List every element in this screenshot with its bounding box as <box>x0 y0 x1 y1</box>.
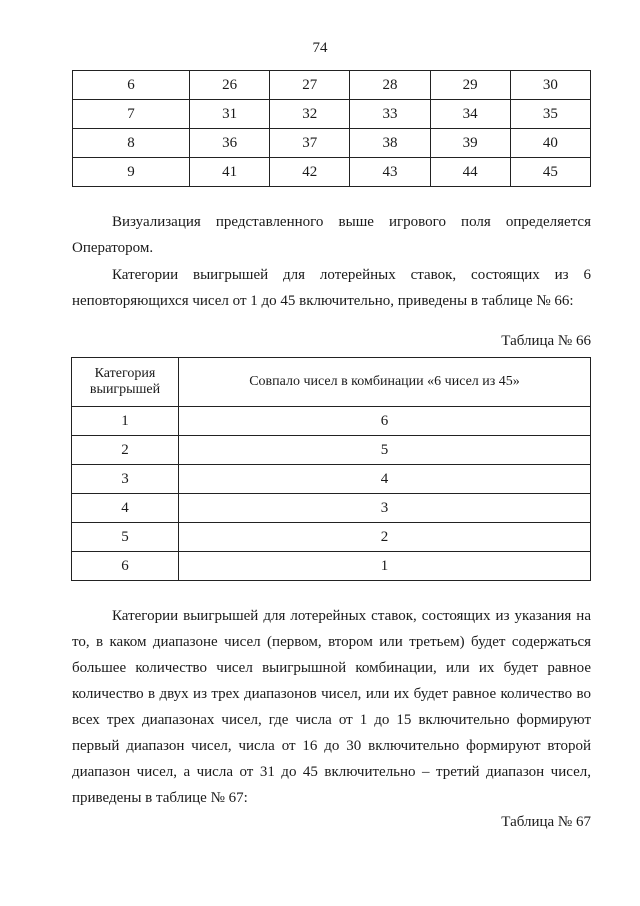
grid-cell: 42 <box>270 158 350 187</box>
matched-count-cell: 3 <box>179 494 591 523</box>
grid-cell: 35 <box>510 100 590 129</box>
grid-cell: 27 <box>270 71 350 100</box>
number-grid-body <box>73 71 591 187</box>
grid-cell: 6 <box>73 71 190 100</box>
grid-cell: 26 <box>190 71 270 100</box>
paragraph-line: количество в двух из трех диапазонов чисел, или их будет равное количество во <box>72 686 591 702</box>
paragraph-line: диапазон чисел, а числа от 31 до 45 включительно – третий диапазон чисел, <box>72 764 591 780</box>
grid-cell: 33 <box>350 100 430 129</box>
grid-row <box>73 158 591 187</box>
table-header-row <box>72 358 591 407</box>
table-66-caption: Таблица № 66 <box>501 333 591 349</box>
paragraph-line: большее количество чисел выигрышной комбинации, или их будет равное <box>72 660 591 676</box>
grid-cell: 31 <box>190 100 270 129</box>
grid-cell: 34 <box>430 100 510 129</box>
paragraph-line: неповторяющихся чисел от 1 до 45 включительно, приведены в таблице № 66: <box>72 293 574 309</box>
winning-categories-body <box>72 407 591 581</box>
grid-row <box>73 71 591 100</box>
grid-cell: 43 <box>350 158 430 187</box>
paragraph-line: всех трех диапазонах чисел, где числа от 1 до 15 включительно формируют <box>72 712 591 728</box>
table-67-caption: Таблица № 67 <box>501 814 591 830</box>
paragraph-categories-intro <box>72 262 591 314</box>
category-cell: 1 <box>72 407 179 436</box>
grid-cell: 29 <box>430 71 510 100</box>
grid-cell: 28 <box>350 71 430 100</box>
table-row <box>72 523 591 552</box>
grid-cell: 32 <box>270 100 350 129</box>
matched-count-cell: 5 <box>179 436 591 465</box>
grid-cell: 7 <box>73 100 190 129</box>
paragraph-line: Категории выигрышей для лотерейных ставок, состоящих из указания на <box>112 608 591 624</box>
table-row <box>72 465 591 494</box>
matched-count-cell: 6 <box>179 407 591 436</box>
table-row <box>72 407 591 436</box>
number-grid-table <box>72 70 591 187</box>
paragraph-visualization <box>72 209 591 261</box>
grid-cell: 8 <box>73 129 190 158</box>
category-cell: 4 <box>72 494 179 523</box>
grid-cell: 45 <box>510 158 590 187</box>
grid-cell: 37 <box>270 129 350 158</box>
table-row <box>72 494 591 523</box>
paragraph-line: Категории выигрышей для лотерейных ставок, состоящих из 6 <box>112 267 591 283</box>
category-cell: 6 <box>72 552 179 581</box>
matched-count-cell: 4 <box>179 465 591 494</box>
category-cell: 2 <box>72 436 179 465</box>
winning-categories-table <box>71 357 591 581</box>
matched-count-cell: 2 <box>179 523 591 552</box>
header-category: Категория выигрышей <box>72 358 179 407</box>
paragraph-line: приведены в таблице № 67: <box>72 790 248 806</box>
table-row <box>72 436 591 465</box>
grid-cell: 39 <box>430 129 510 158</box>
grid-cell: 40 <box>510 129 590 158</box>
table-row <box>72 552 591 581</box>
matched-count-cell: 1 <box>179 552 591 581</box>
grid-cell: 9 <box>73 158 190 187</box>
grid-row <box>73 100 591 129</box>
grid-cell: 38 <box>350 129 430 158</box>
page-number: 74 <box>312 40 328 56</box>
category-cell: 5 <box>72 523 179 552</box>
header-matched-numbers: Совпало чисел в комбинации «6 чисел из 45» <box>179 358 591 407</box>
grid-row <box>73 129 591 158</box>
paragraph-line: первый диапазон чисел, числа от 16 до 30 включительно формируют второй <box>72 738 591 754</box>
paragraph-range-categories <box>72 603 591 811</box>
grid-cell: 36 <box>190 129 270 158</box>
grid-cell: 41 <box>190 158 270 187</box>
paragraph-line: Визуализация представленного выше игрового поля определяется <box>112 214 591 230</box>
grid-cell: 44 <box>430 158 510 187</box>
grid-cell: 30 <box>510 71 590 100</box>
paragraph-line: Оператором. <box>72 240 154 256</box>
category-cell: 3 <box>72 465 179 494</box>
paragraph-line: то, в каком диапазоне чисел (первом, втором или третьем) будет содержаться <box>72 634 591 650</box>
